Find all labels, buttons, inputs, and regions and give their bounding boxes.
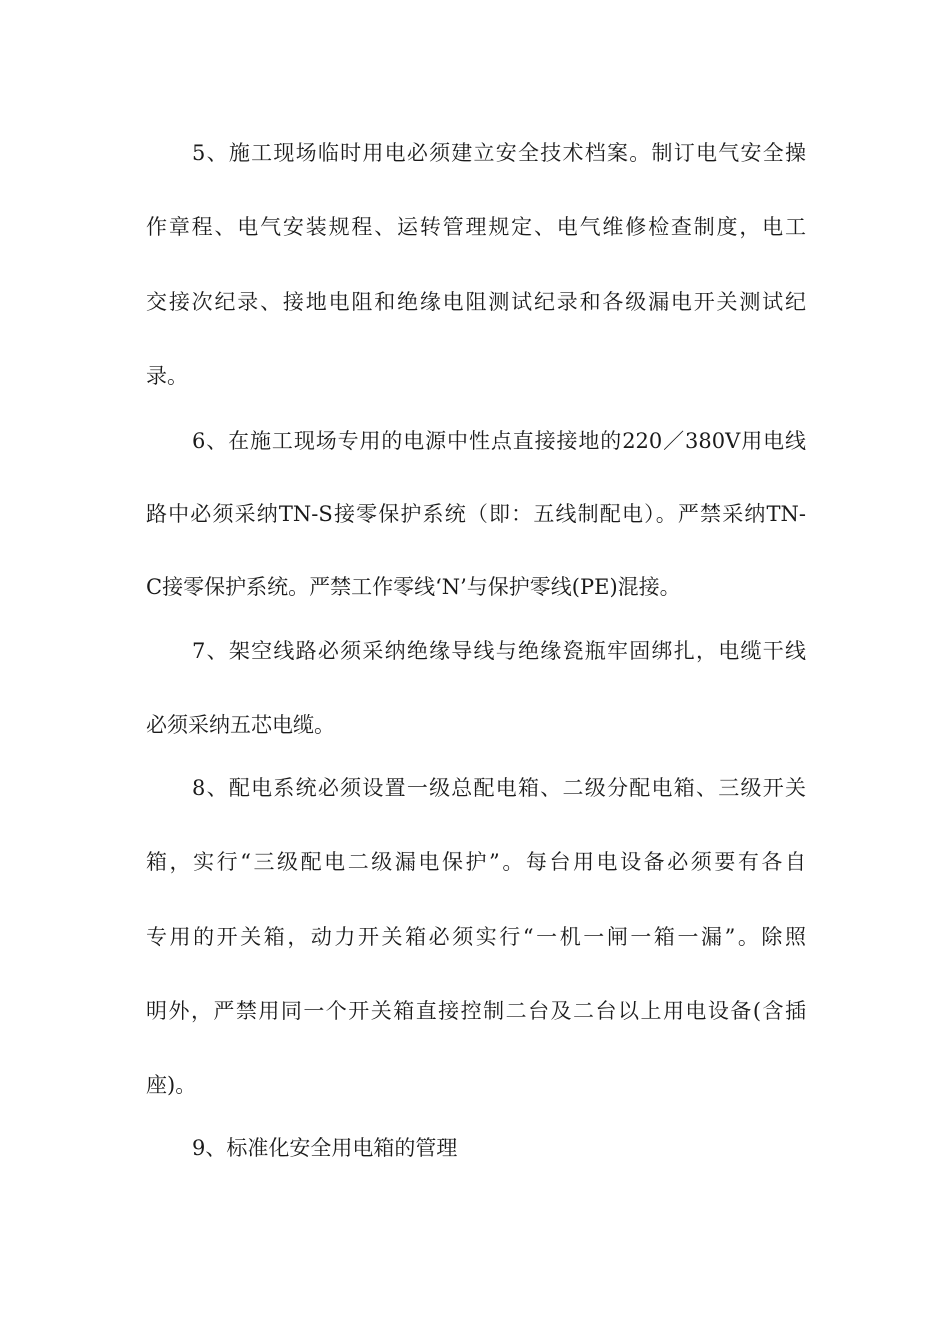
text-line: 5、施工现场临时用电必须建立安全技术档案。制订电气安全操 — [192, 141, 806, 165]
text-line: 7、架空线路必须采纳绝缘导线与绝缘瓷瓶牢固绑扎，电缆干线 — [192, 639, 806, 663]
text-line: 明外，严禁用同一个开关箱直接控制二台及二台以上用电设备(含插 — [146, 999, 806, 1023]
text-line: 交接次纪录、接地电阻和绝缘电阻测试纪录和各级漏电开关测试纪 — [146, 290, 806, 314]
text-line: 6、在施工现场专用的电源中性点直接接地的220／380V用电线 — [192, 429, 806, 453]
text-line: 专用的开关箱，动力开关箱必须实行“一机一闸一箱一漏”。除照 — [146, 925, 806, 949]
text-line: 必须采纳五芯电缆。 — [146, 713, 335, 737]
text-line: 9、标准化安全用电箱的管理 — [192, 1136, 458, 1160]
text-line: C接零保护系统。严禁工作零线‘N’与保护零线(PE)混接。 — [146, 575, 681, 599]
text-line: 录。 — [146, 364, 188, 388]
text-line: 座)。 — [146, 1073, 197, 1097]
text-line: 箱，实行“三级配电二级漏电保护”。每台用电设备必须要有各自 — [146, 850, 806, 874]
text-line: 路中必须采纳TN-S接零保护系统（即：五线制配电）。严禁采纳TN- — [146, 502, 806, 526]
text-line: 8、配电系统必须设置一级总配电箱、二级分配电箱、三级开关 — [192, 776, 806, 800]
text-line: 作章程、电气安装规程、运转管理规定、电气维修检查制度，电工 — [146, 215, 806, 239]
